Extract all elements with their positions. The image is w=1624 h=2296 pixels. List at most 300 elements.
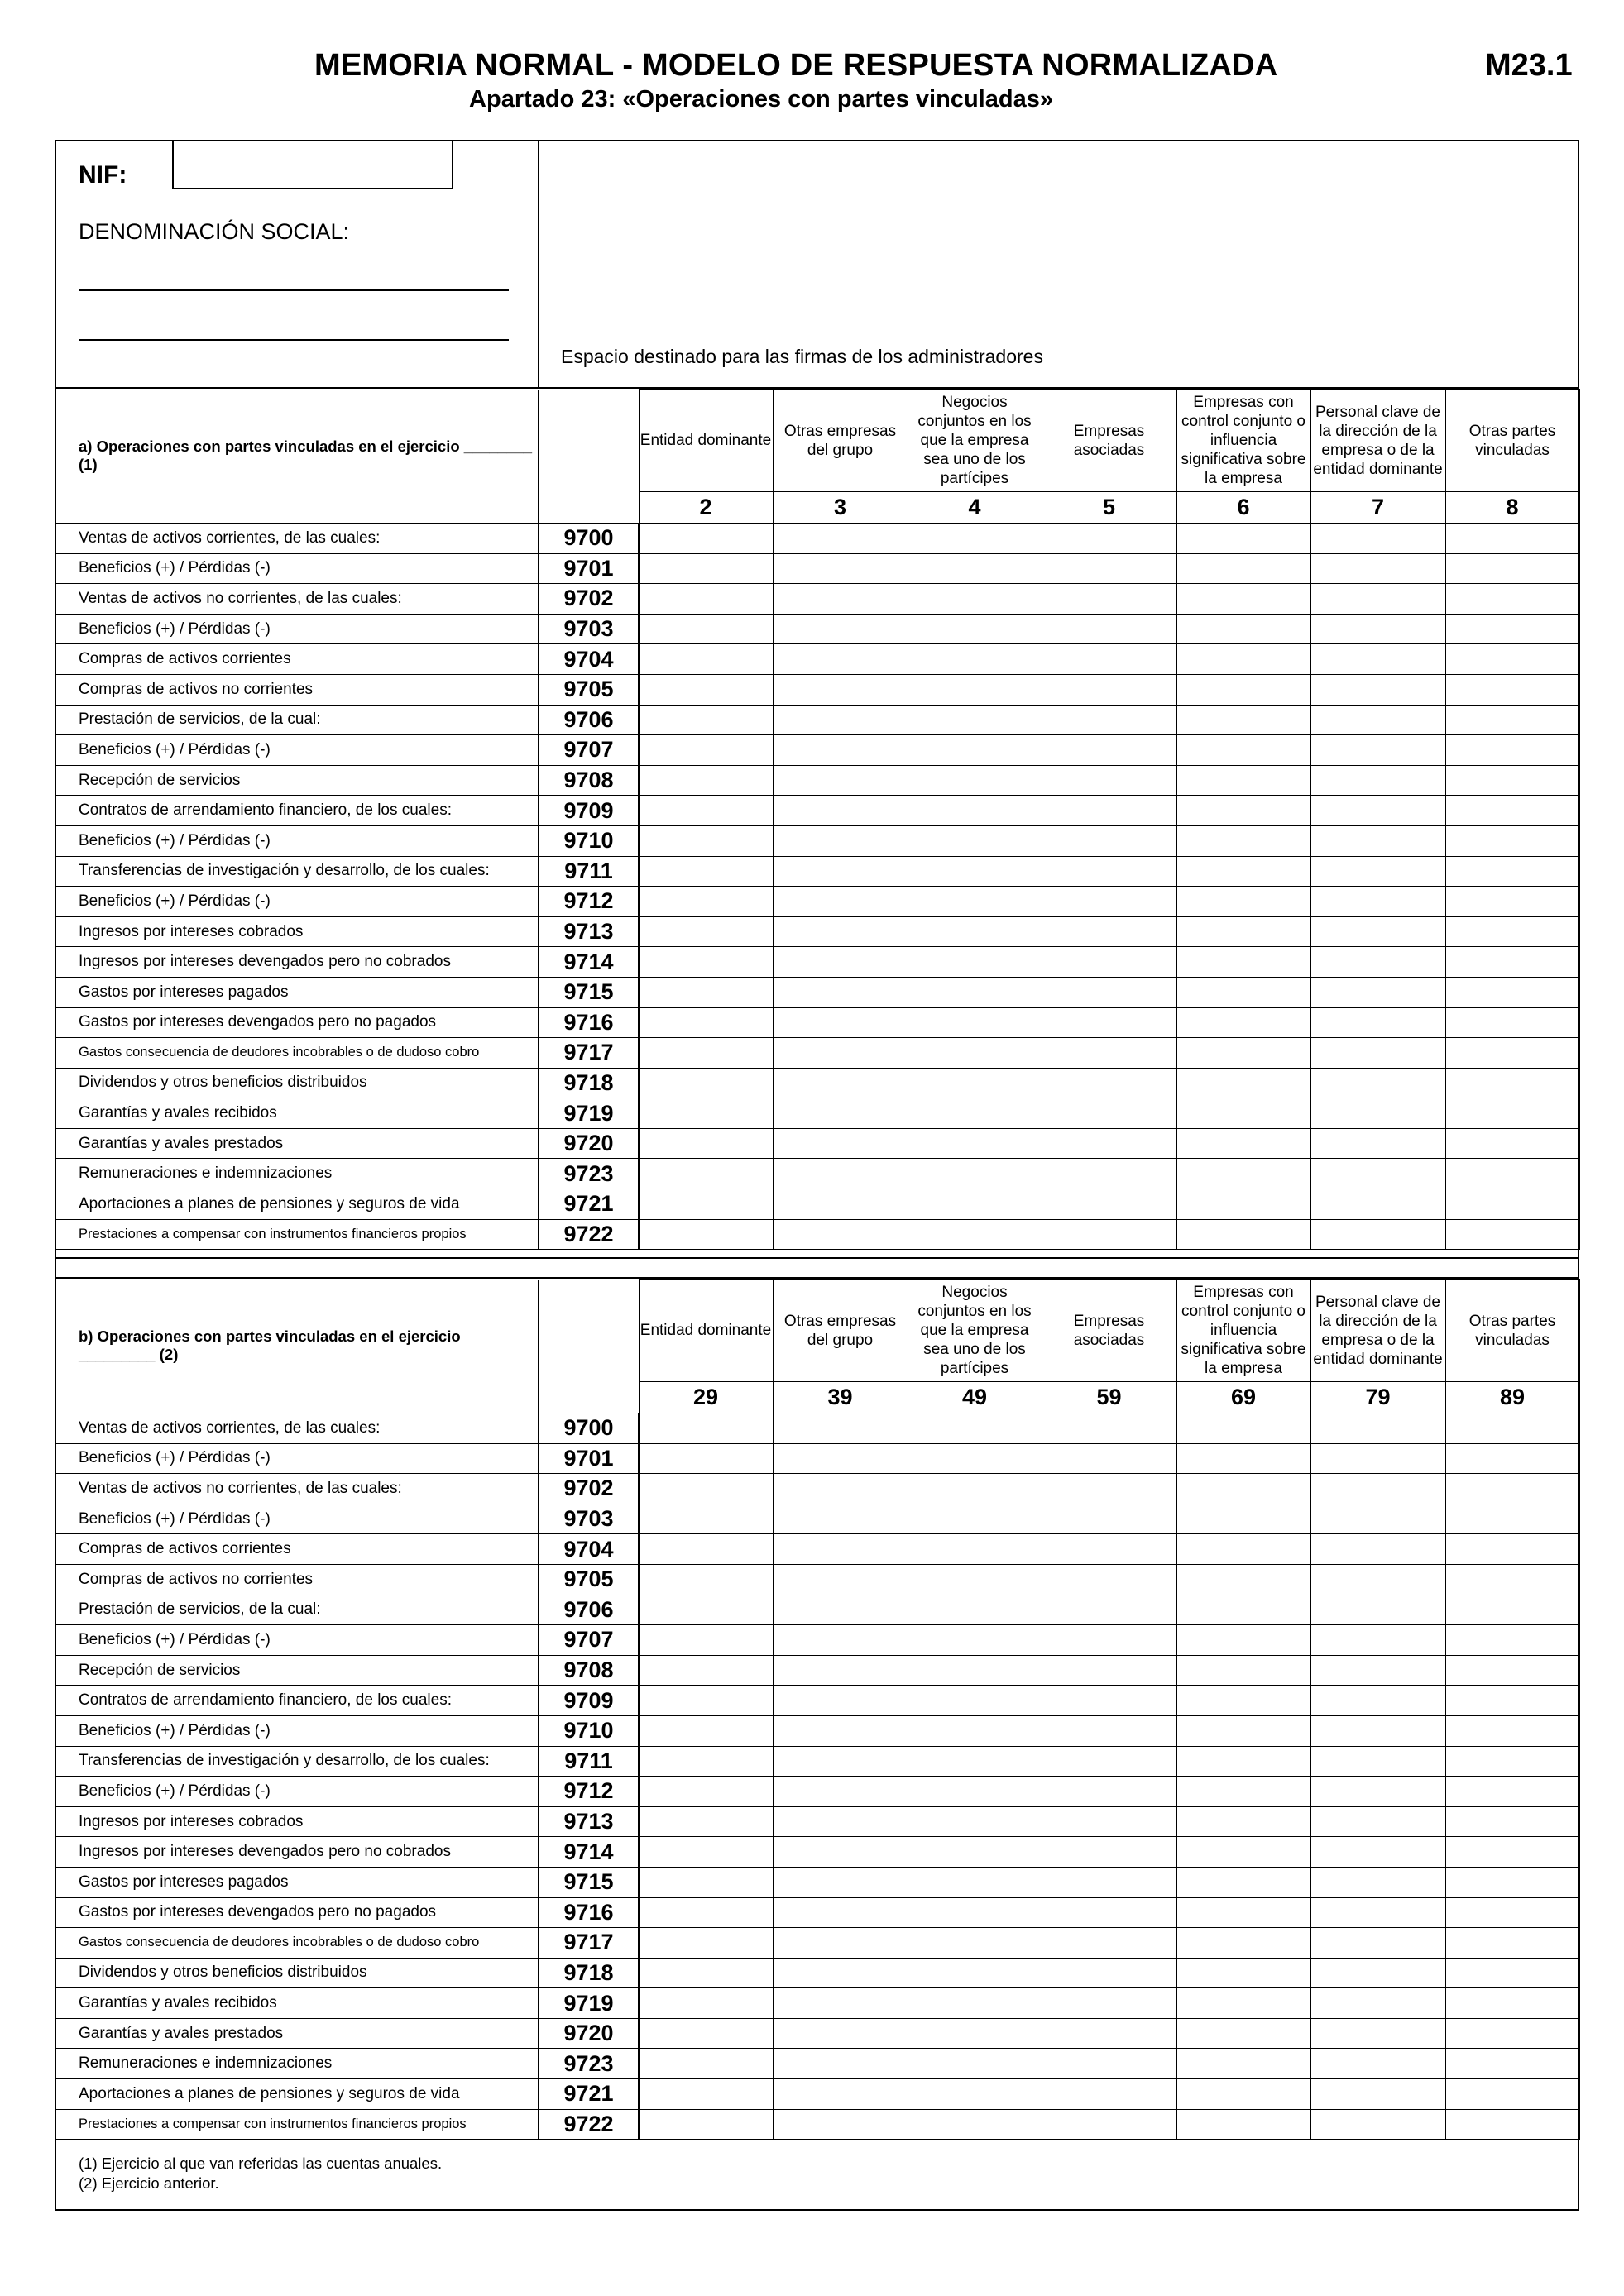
value-cell[interactable] [1310, 2049, 1445, 2079]
value-cell[interactable] [1445, 1867, 1579, 1897]
denominacion-line-1[interactable] [79, 289, 509, 291]
value-cell[interactable] [908, 856, 1042, 887]
value-cell[interactable] [639, 1988, 773, 2019]
value-cell[interactable] [639, 887, 773, 917]
value-cell[interactable] [773, 1928, 908, 1959]
value-cell[interactable] [639, 1443, 773, 1474]
value-cell[interactable] [1176, 705, 1310, 735]
value-cell[interactable] [1176, 916, 1310, 947]
value-cell[interactable] [908, 1443, 1042, 1474]
value-cell[interactable] [773, 1958, 908, 1988]
value-cell[interactable] [908, 644, 1042, 675]
value-cell[interactable] [639, 2109, 773, 2140]
value-cell[interactable] [1176, 644, 1310, 675]
value-cell[interactable] [1310, 765, 1445, 796]
value-cell[interactable] [908, 1128, 1042, 1159]
value-cell[interactable] [1176, 947, 1310, 978]
value-cell[interactable] [1176, 856, 1310, 887]
value-cell[interactable] [639, 977, 773, 1007]
value-cell[interactable] [1445, 1686, 1579, 1716]
value-cell[interactable] [1445, 1777, 1579, 1807]
value-cell[interactable] [1310, 1159, 1445, 1189]
value-cell[interactable] [639, 644, 773, 675]
value-cell[interactable] [1176, 2049, 1310, 2079]
value-cell[interactable] [773, 1988, 908, 2019]
value-cell[interactable] [1310, 644, 1445, 675]
value-cell[interactable] [1176, 2079, 1310, 2110]
value-cell[interactable] [1445, 674, 1579, 705]
value-cell[interactable] [1042, 1867, 1176, 1897]
value-cell[interactable] [773, 1534, 908, 1565]
value-cell[interactable] [1310, 1098, 1445, 1129]
value-cell[interactable] [1445, 2109, 1579, 2140]
value-cell[interactable] [908, 2079, 1042, 2110]
value-cell[interactable] [639, 1128, 773, 1159]
value-cell[interactable] [773, 1715, 908, 1746]
value-cell[interactable] [1445, 1595, 1579, 1625]
value-cell[interactable] [773, 977, 908, 1007]
value-cell[interactable] [908, 796, 1042, 826]
value-cell[interactable] [1176, 1625, 1310, 1656]
value-cell[interactable] [1042, 1746, 1176, 1777]
value-cell[interactable] [1176, 1715, 1310, 1746]
value-cell[interactable] [639, 1189, 773, 1220]
value-cell[interactable] [1042, 1715, 1176, 1746]
value-cell[interactable] [1176, 1474, 1310, 1504]
value-cell[interactable] [639, 1958, 773, 1988]
value-cell[interactable] [1445, 1159, 1579, 1189]
value-cell[interactable] [1445, 947, 1579, 978]
value-cell[interactable] [908, 1746, 1042, 1777]
value-cell[interactable] [1176, 1928, 1310, 1959]
value-cell[interactable] [1445, 2049, 1579, 2079]
value-cell[interactable] [773, 1504, 908, 1534]
value-cell[interactable] [1445, 1038, 1579, 1069]
value-cell[interactable] [1445, 1928, 1579, 1959]
value-cell[interactable] [773, 2079, 908, 2110]
value-cell[interactable] [1176, 1686, 1310, 1716]
value-cell[interactable] [908, 1655, 1042, 1686]
value-cell[interactable] [639, 1219, 773, 1250]
value-cell[interactable] [908, 2109, 1042, 2140]
value-cell[interactable] [908, 2049, 1042, 2079]
value-cell[interactable] [908, 705, 1042, 735]
value-cell[interactable] [1310, 1007, 1445, 1038]
value-cell[interactable] [1310, 856, 1445, 887]
value-cell[interactable] [1310, 2018, 1445, 2049]
value-cell[interactable] [1445, 2079, 1579, 2110]
value-cell[interactable] [1445, 2018, 1579, 2049]
value-cell[interactable] [773, 1159, 908, 1189]
value-cell[interactable] [773, 825, 908, 856]
value-cell[interactable] [1310, 796, 1445, 826]
value-cell[interactable] [639, 1413, 773, 1444]
value-cell[interactable] [639, 796, 773, 826]
value-cell[interactable] [1445, 916, 1579, 947]
value-cell[interactable] [639, 1897, 773, 1928]
value-cell[interactable] [1445, 614, 1579, 644]
value-cell[interactable] [1176, 1189, 1310, 1220]
value-cell[interactable] [1042, 1474, 1176, 1504]
value-cell[interactable] [1042, 977, 1176, 1007]
value-cell[interactable] [1042, 916, 1176, 947]
value-cell[interactable] [908, 1413, 1042, 1444]
value-cell[interactable] [1042, 1504, 1176, 1534]
value-cell[interactable] [908, 1189, 1042, 1220]
value-cell[interactable] [639, 1098, 773, 1129]
value-cell[interactable] [1310, 1504, 1445, 1534]
value-cell[interactable] [639, 735, 773, 766]
value-cell[interactable] [908, 1867, 1042, 1897]
value-cell[interactable] [639, 1534, 773, 1565]
value-cell[interactable] [1445, 1625, 1579, 1656]
value-cell[interactable] [639, 1564, 773, 1595]
value-cell[interactable] [773, 584, 908, 615]
value-cell[interactable] [1310, 1128, 1445, 1159]
value-cell[interactable] [1445, 1068, 1579, 1098]
value-cell[interactable] [1445, 765, 1579, 796]
value-cell[interactable] [639, 1746, 773, 1777]
value-cell[interactable] [1310, 735, 1445, 766]
value-cell[interactable] [773, 2049, 908, 2079]
value-cell[interactable] [639, 1928, 773, 1959]
value-cell[interactable] [773, 1867, 908, 1897]
value-cell[interactable] [908, 916, 1042, 947]
value-cell[interactable] [1445, 856, 1579, 887]
value-cell[interactable] [1042, 2109, 1176, 2140]
value-cell[interactable] [908, 1564, 1042, 1595]
value-cell[interactable] [639, 947, 773, 978]
value-cell[interactable] [1310, 916, 1445, 947]
value-cell[interactable] [1176, 1564, 1310, 1595]
value-cell[interactable] [1042, 1443, 1176, 1474]
value-cell[interactable] [1042, 765, 1176, 796]
value-cell[interactable] [1310, 614, 1445, 644]
nif-field[interactable] [172, 140, 453, 189]
value-cell[interactable] [639, 1715, 773, 1746]
value-cell[interactable] [1042, 1128, 1176, 1159]
value-cell[interactable] [1445, 1413, 1579, 1444]
value-cell[interactable] [1310, 1564, 1445, 1595]
value-cell[interactable] [773, 614, 908, 644]
value-cell[interactable] [1445, 1564, 1579, 1595]
value-cell[interactable] [1445, 1988, 1579, 2019]
value-cell[interactable] [773, 856, 908, 887]
value-cell[interactable] [1176, 2109, 1310, 2140]
value-cell[interactable] [1310, 977, 1445, 1007]
value-cell[interactable] [1042, 796, 1176, 826]
value-cell[interactable] [639, 553, 773, 584]
value-cell[interactable] [908, 887, 1042, 917]
value-cell[interactable] [908, 1928, 1042, 1959]
value-cell[interactable] [773, 796, 908, 826]
value-cell[interactable] [1176, 584, 1310, 615]
value-cell[interactable] [1176, 553, 1310, 584]
value-cell[interactable] [908, 825, 1042, 856]
value-cell[interactable] [1445, 825, 1579, 856]
value-cell[interactable] [908, 1988, 1042, 2019]
value-cell[interactable] [639, 765, 773, 796]
value-cell[interactable] [1445, 1474, 1579, 1504]
value-cell[interactable] [1310, 1595, 1445, 1625]
value-cell[interactable] [1042, 825, 1176, 856]
value-cell[interactable] [908, 1625, 1042, 1656]
value-cell[interactable] [773, 1098, 908, 1129]
value-cell[interactable] [1176, 1595, 1310, 1625]
value-cell[interactable] [1310, 1655, 1445, 1686]
value-cell[interactable] [1042, 2079, 1176, 2110]
value-cell[interactable] [908, 1897, 1042, 1928]
value-cell[interactable] [1176, 674, 1310, 705]
value-cell[interactable] [1176, 977, 1310, 1007]
value-cell[interactable] [908, 1715, 1042, 1746]
value-cell[interactable] [1042, 524, 1176, 554]
value-cell[interactable] [908, 1038, 1042, 1069]
value-cell[interactable] [773, 1443, 908, 1474]
value-cell[interactable] [1176, 1806, 1310, 1837]
value-cell[interactable] [1176, 1443, 1310, 1474]
value-cell[interactable] [1310, 584, 1445, 615]
value-cell[interactable] [1042, 1038, 1176, 1069]
value-cell[interactable] [1042, 614, 1176, 644]
value-cell[interactable] [908, 1837, 1042, 1868]
value-cell[interactable] [1042, 705, 1176, 735]
value-cell[interactable] [639, 614, 773, 644]
value-cell[interactable] [908, 2018, 1042, 2049]
value-cell[interactable] [773, 765, 908, 796]
value-cell[interactable] [908, 947, 1042, 978]
value-cell[interactable] [1042, 1159, 1176, 1189]
value-cell[interactable] [1042, 1595, 1176, 1625]
value-cell[interactable] [773, 1007, 908, 1038]
value-cell[interactable] [1176, 1867, 1310, 1897]
value-cell[interactable] [1042, 1837, 1176, 1868]
value-cell[interactable] [1310, 1038, 1445, 1069]
value-cell[interactable] [773, 2018, 908, 2049]
value-cell[interactable] [908, 1007, 1042, 1038]
value-cell[interactable] [1176, 735, 1310, 766]
value-cell[interactable] [1042, 1655, 1176, 1686]
value-cell[interactable] [1310, 1928, 1445, 1959]
value-cell[interactable] [1042, 1098, 1176, 1129]
value-cell[interactable] [639, 2049, 773, 2079]
value-cell[interactable] [1445, 705, 1579, 735]
value-cell[interactable] [1310, 1806, 1445, 1837]
value-cell[interactable] [908, 1068, 1042, 1098]
value-cell[interactable] [1310, 1443, 1445, 1474]
value-cell[interactable] [1310, 947, 1445, 978]
value-cell[interactable] [639, 2018, 773, 2049]
value-cell[interactable] [1042, 1928, 1176, 1959]
value-cell[interactable] [773, 1474, 908, 1504]
value-cell[interactable] [1176, 1219, 1310, 1250]
value-cell[interactable] [639, 916, 773, 947]
value-cell[interactable] [1445, 553, 1579, 584]
value-cell[interactable] [773, 1655, 908, 1686]
value-cell[interactable] [1445, 977, 1579, 1007]
value-cell[interactable] [1176, 1988, 1310, 2019]
value-cell[interactable] [908, 1534, 1042, 1565]
value-cell[interactable] [639, 1007, 773, 1038]
value-cell[interactable] [1042, 1958, 1176, 1988]
value-cell[interactable] [773, 947, 908, 978]
value-cell[interactable] [1176, 1655, 1310, 1686]
value-cell[interactable] [1042, 1988, 1176, 2019]
value-cell[interactable] [1042, 1564, 1176, 1595]
value-cell[interactable] [1310, 1897, 1445, 1928]
value-cell[interactable] [773, 524, 908, 554]
value-cell[interactable] [1042, 1068, 1176, 1098]
value-cell[interactable] [1310, 1958, 1445, 1988]
value-cell[interactable] [908, 553, 1042, 584]
value-cell[interactable] [1310, 1625, 1445, 1656]
value-cell[interactable] [1042, 644, 1176, 675]
value-cell[interactable] [1310, 553, 1445, 584]
value-cell[interactable] [1042, 674, 1176, 705]
value-cell[interactable] [1042, 1219, 1176, 1250]
value-cell[interactable] [1310, 1474, 1445, 1504]
value-cell[interactable] [639, 1504, 773, 1534]
value-cell[interactable] [1310, 524, 1445, 554]
value-cell[interactable] [773, 1564, 908, 1595]
value-cell[interactable] [773, 2109, 908, 2140]
value-cell[interactable] [639, 1474, 773, 1504]
value-cell[interactable] [908, 1958, 1042, 1988]
value-cell[interactable] [1176, 524, 1310, 554]
value-cell[interactable] [773, 1068, 908, 1098]
value-cell[interactable] [1310, 674, 1445, 705]
value-cell[interactable] [773, 916, 908, 947]
value-cell[interactable] [1445, 796, 1579, 826]
value-cell[interactable] [1445, 1746, 1579, 1777]
value-cell[interactable] [773, 1189, 908, 1220]
value-cell[interactable] [1176, 796, 1310, 826]
value-cell[interactable] [639, 1068, 773, 1098]
value-cell[interactable] [773, 1413, 908, 1444]
value-cell[interactable] [1042, 1897, 1176, 1928]
value-cell[interactable] [908, 1098, 1042, 1129]
value-cell[interactable] [1310, 1068, 1445, 1098]
value-cell[interactable] [1445, 1189, 1579, 1220]
value-cell[interactable] [908, 1595, 1042, 1625]
value-cell[interactable] [1176, 1098, 1310, 1129]
value-cell[interactable] [908, 1504, 1042, 1534]
value-cell[interactable] [639, 1777, 773, 1807]
value-cell[interactable] [639, 1686, 773, 1716]
value-cell[interactable] [1042, 2049, 1176, 2079]
value-cell[interactable] [639, 2079, 773, 2110]
value-cell[interactable] [639, 1867, 773, 1897]
value-cell[interactable] [1445, 584, 1579, 615]
value-cell[interactable] [908, 977, 1042, 1007]
value-cell[interactable] [1176, 614, 1310, 644]
value-cell[interactable] [639, 856, 773, 887]
value-cell[interactable] [908, 674, 1042, 705]
value-cell[interactable] [908, 1474, 1042, 1504]
value-cell[interactable] [1310, 2079, 1445, 2110]
value-cell[interactable] [1445, 1655, 1579, 1686]
value-cell[interactable] [1445, 1534, 1579, 1565]
value-cell[interactable] [773, 644, 908, 675]
value-cell[interactable] [1176, 1777, 1310, 1807]
value-cell[interactable] [1445, 1837, 1579, 1868]
value-cell[interactable] [1445, 524, 1579, 554]
value-cell[interactable] [773, 887, 908, 917]
value-cell[interactable] [639, 524, 773, 554]
value-cell[interactable] [1310, 887, 1445, 917]
denominacion-line-2[interactable] [79, 339, 509, 341]
value-cell[interactable] [1042, 947, 1176, 978]
value-cell[interactable] [908, 735, 1042, 766]
value-cell[interactable] [908, 1686, 1042, 1716]
value-cell[interactable] [1310, 1715, 1445, 1746]
value-cell[interactable] [1042, 1413, 1176, 1444]
value-cell[interactable] [1042, 584, 1176, 615]
value-cell[interactable] [773, 1686, 908, 1716]
value-cell[interactable] [908, 765, 1042, 796]
value-cell[interactable] [773, 735, 908, 766]
value-cell[interactable] [1176, 1746, 1310, 1777]
value-cell[interactable] [1445, 644, 1579, 675]
value-cell[interactable] [908, 524, 1042, 554]
value-cell[interactable] [908, 1806, 1042, 1837]
value-cell[interactable] [1176, 1128, 1310, 1159]
value-cell[interactable] [1310, 1746, 1445, 1777]
value-cell[interactable] [1176, 765, 1310, 796]
value-cell[interactable] [908, 584, 1042, 615]
value-cell[interactable] [908, 1777, 1042, 1807]
value-cell[interactable] [908, 1219, 1042, 1250]
value-cell[interactable] [639, 1595, 773, 1625]
value-cell[interactable] [1042, 1686, 1176, 1716]
value-cell[interactable] [1042, 1189, 1176, 1220]
value-cell[interactable] [1310, 1686, 1445, 1716]
value-cell[interactable] [773, 1219, 908, 1250]
value-cell[interactable] [773, 1777, 908, 1807]
value-cell[interactable] [1176, 887, 1310, 917]
value-cell[interactable] [1176, 1958, 1310, 1988]
value-cell[interactable] [1176, 825, 1310, 856]
value-cell[interactable] [639, 1806, 773, 1837]
value-cell[interactable] [639, 1038, 773, 1069]
value-cell[interactable] [1310, 825, 1445, 856]
value-cell[interactable] [1445, 1098, 1579, 1129]
value-cell[interactable] [773, 1595, 908, 1625]
value-cell[interactable] [639, 674, 773, 705]
value-cell[interactable] [639, 584, 773, 615]
value-cell[interactable] [639, 825, 773, 856]
value-cell[interactable] [773, 1806, 908, 1837]
value-cell[interactable] [1445, 1806, 1579, 1837]
value-cell[interactable] [773, 674, 908, 705]
value-cell[interactable] [1176, 1504, 1310, 1534]
value-cell[interactable] [1445, 1219, 1579, 1250]
value-cell[interactable] [1042, 1777, 1176, 1807]
value-cell[interactable] [1310, 1867, 1445, 1897]
value-cell[interactable] [1176, 1534, 1310, 1565]
value-cell[interactable] [1445, 1504, 1579, 1534]
value-cell[interactable] [1310, 1219, 1445, 1250]
value-cell[interactable] [639, 1655, 773, 1686]
value-cell[interactable] [1310, 2109, 1445, 2140]
value-cell[interactable] [1042, 887, 1176, 917]
value-cell[interactable] [1176, 2018, 1310, 2049]
value-cell[interactable] [773, 1897, 908, 1928]
value-cell[interactable] [773, 553, 908, 584]
value-cell[interactable] [639, 1837, 773, 1868]
value-cell[interactable] [1445, 735, 1579, 766]
value-cell[interactable] [1176, 1837, 1310, 1868]
